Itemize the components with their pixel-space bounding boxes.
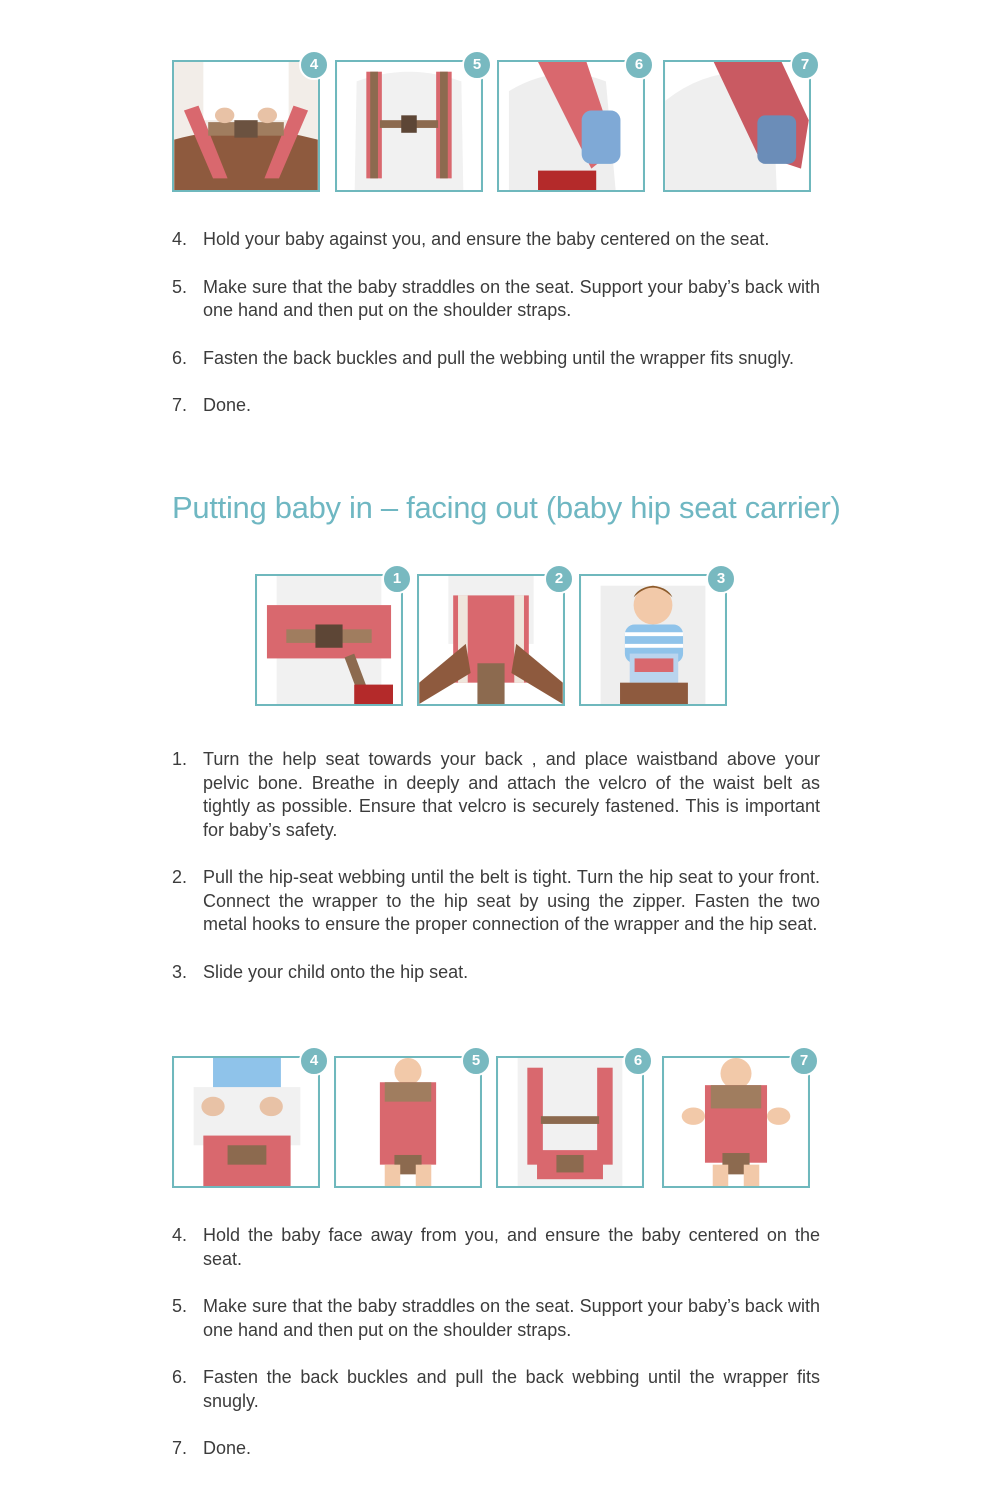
step-badge: 7 [790, 50, 820, 80]
photo-illustration [498, 1058, 642, 1186]
photo-illustration [337, 62, 481, 190]
instruction-photo [579, 570, 727, 706]
step-badge: 5 [462, 50, 492, 80]
list-item: 7. Done. [172, 1438, 252, 1458]
instruction-photo [255, 570, 403, 706]
list-item: 6. Fasten the back buckles and pull the back webbing until the wrapper fits snugly. [172, 1367, 820, 1411]
photo-illustration [664, 1058, 808, 1186]
list-item: 6. Fasten the back buckles and pull the webbing until the wrapper fits snugly. [172, 347, 795, 368]
steps-list-facing-in [172, 228, 820, 442]
section-heading: Putting baby in – facing out (baby hip seat carrier) [172, 490, 841, 525]
instruction-photo [663, 56, 811, 192]
photo-illustration [499, 62, 643, 190]
photo-illustration [665, 62, 809, 190]
photo-illustration [419, 576, 563, 704]
photo-illustration [581, 576, 725, 704]
step-badge: 1 [382, 564, 412, 594]
list-item: 5. Make sure that the baby straddles on the seat. Support your baby’s back with one hand and then put on the shoulder straps. [172, 276, 820, 320]
step-badge: 5 [461, 1046, 491, 1076]
photo-illustration [336, 1058, 480, 1186]
step-badge: 4 [299, 1046, 329, 1076]
step-badge: 4 [299, 50, 329, 80]
step-badge: 7 [789, 1046, 819, 1076]
list-item: 3. Slide your child onto the hip seat. [172, 961, 469, 982]
instruction-photo [335, 56, 483, 192]
photo-illustration [174, 1058, 318, 1186]
step-badge: 2 [544, 564, 574, 594]
photo-illustration [174, 62, 318, 190]
list-item: 4. Hold the baby face away from you, and ensure the baby centered on the seat. [172, 1225, 820, 1269]
photo-row-bottom [0, 1052, 1000, 1192]
instruction-photo [172, 1052, 320, 1188]
instruction-photo [334, 1052, 482, 1188]
list-item: 1. Turn the help seat towards your back , and place waistband above your pelvic bone. Breathe in deeply and attach the velcro of the waist belt as tightly as possible. Ensure that velcro is securely fastened. This is important for baby’s safety. [172, 749, 820, 840]
step-badge: 3 [706, 564, 736, 594]
instruction-photo [417, 570, 565, 706]
photo-row-top [0, 56, 1000, 196]
list-item: 5. Make sure that the baby straddles on the seat. Support your baby’s back with one hand and then put on the shoulder straps. [172, 1296, 820, 1340]
instruction-photo [496, 1052, 644, 1188]
instruction-photo [172, 56, 320, 192]
step-badge: 6 [623, 1046, 653, 1076]
photo-illustration [257, 576, 401, 704]
steps-list-facing-out-2 [172, 1224, 820, 1485]
list-item: 7. Done. [172, 395, 252, 415]
list-item: 4. Hold your baby against you, and ensure the baby centered on the seat. [172, 229, 770, 249]
steps-list-facing-out-1 [172, 748, 820, 1008]
photo-row-middle [0, 570, 1000, 710]
instruction-photo [662, 1052, 810, 1188]
step-badge: 6 [624, 50, 654, 80]
list-item: 2. Pull the hip-seat webbing until the belt is tight. Turn the hip seat to your front. Connect the wrapper to the hip seat by using the zipper. Fasten the two metal hooks to ensure the proper connection of the wrapper and the hip seat. [172, 867, 820, 934]
instruction-photo [497, 56, 645, 192]
